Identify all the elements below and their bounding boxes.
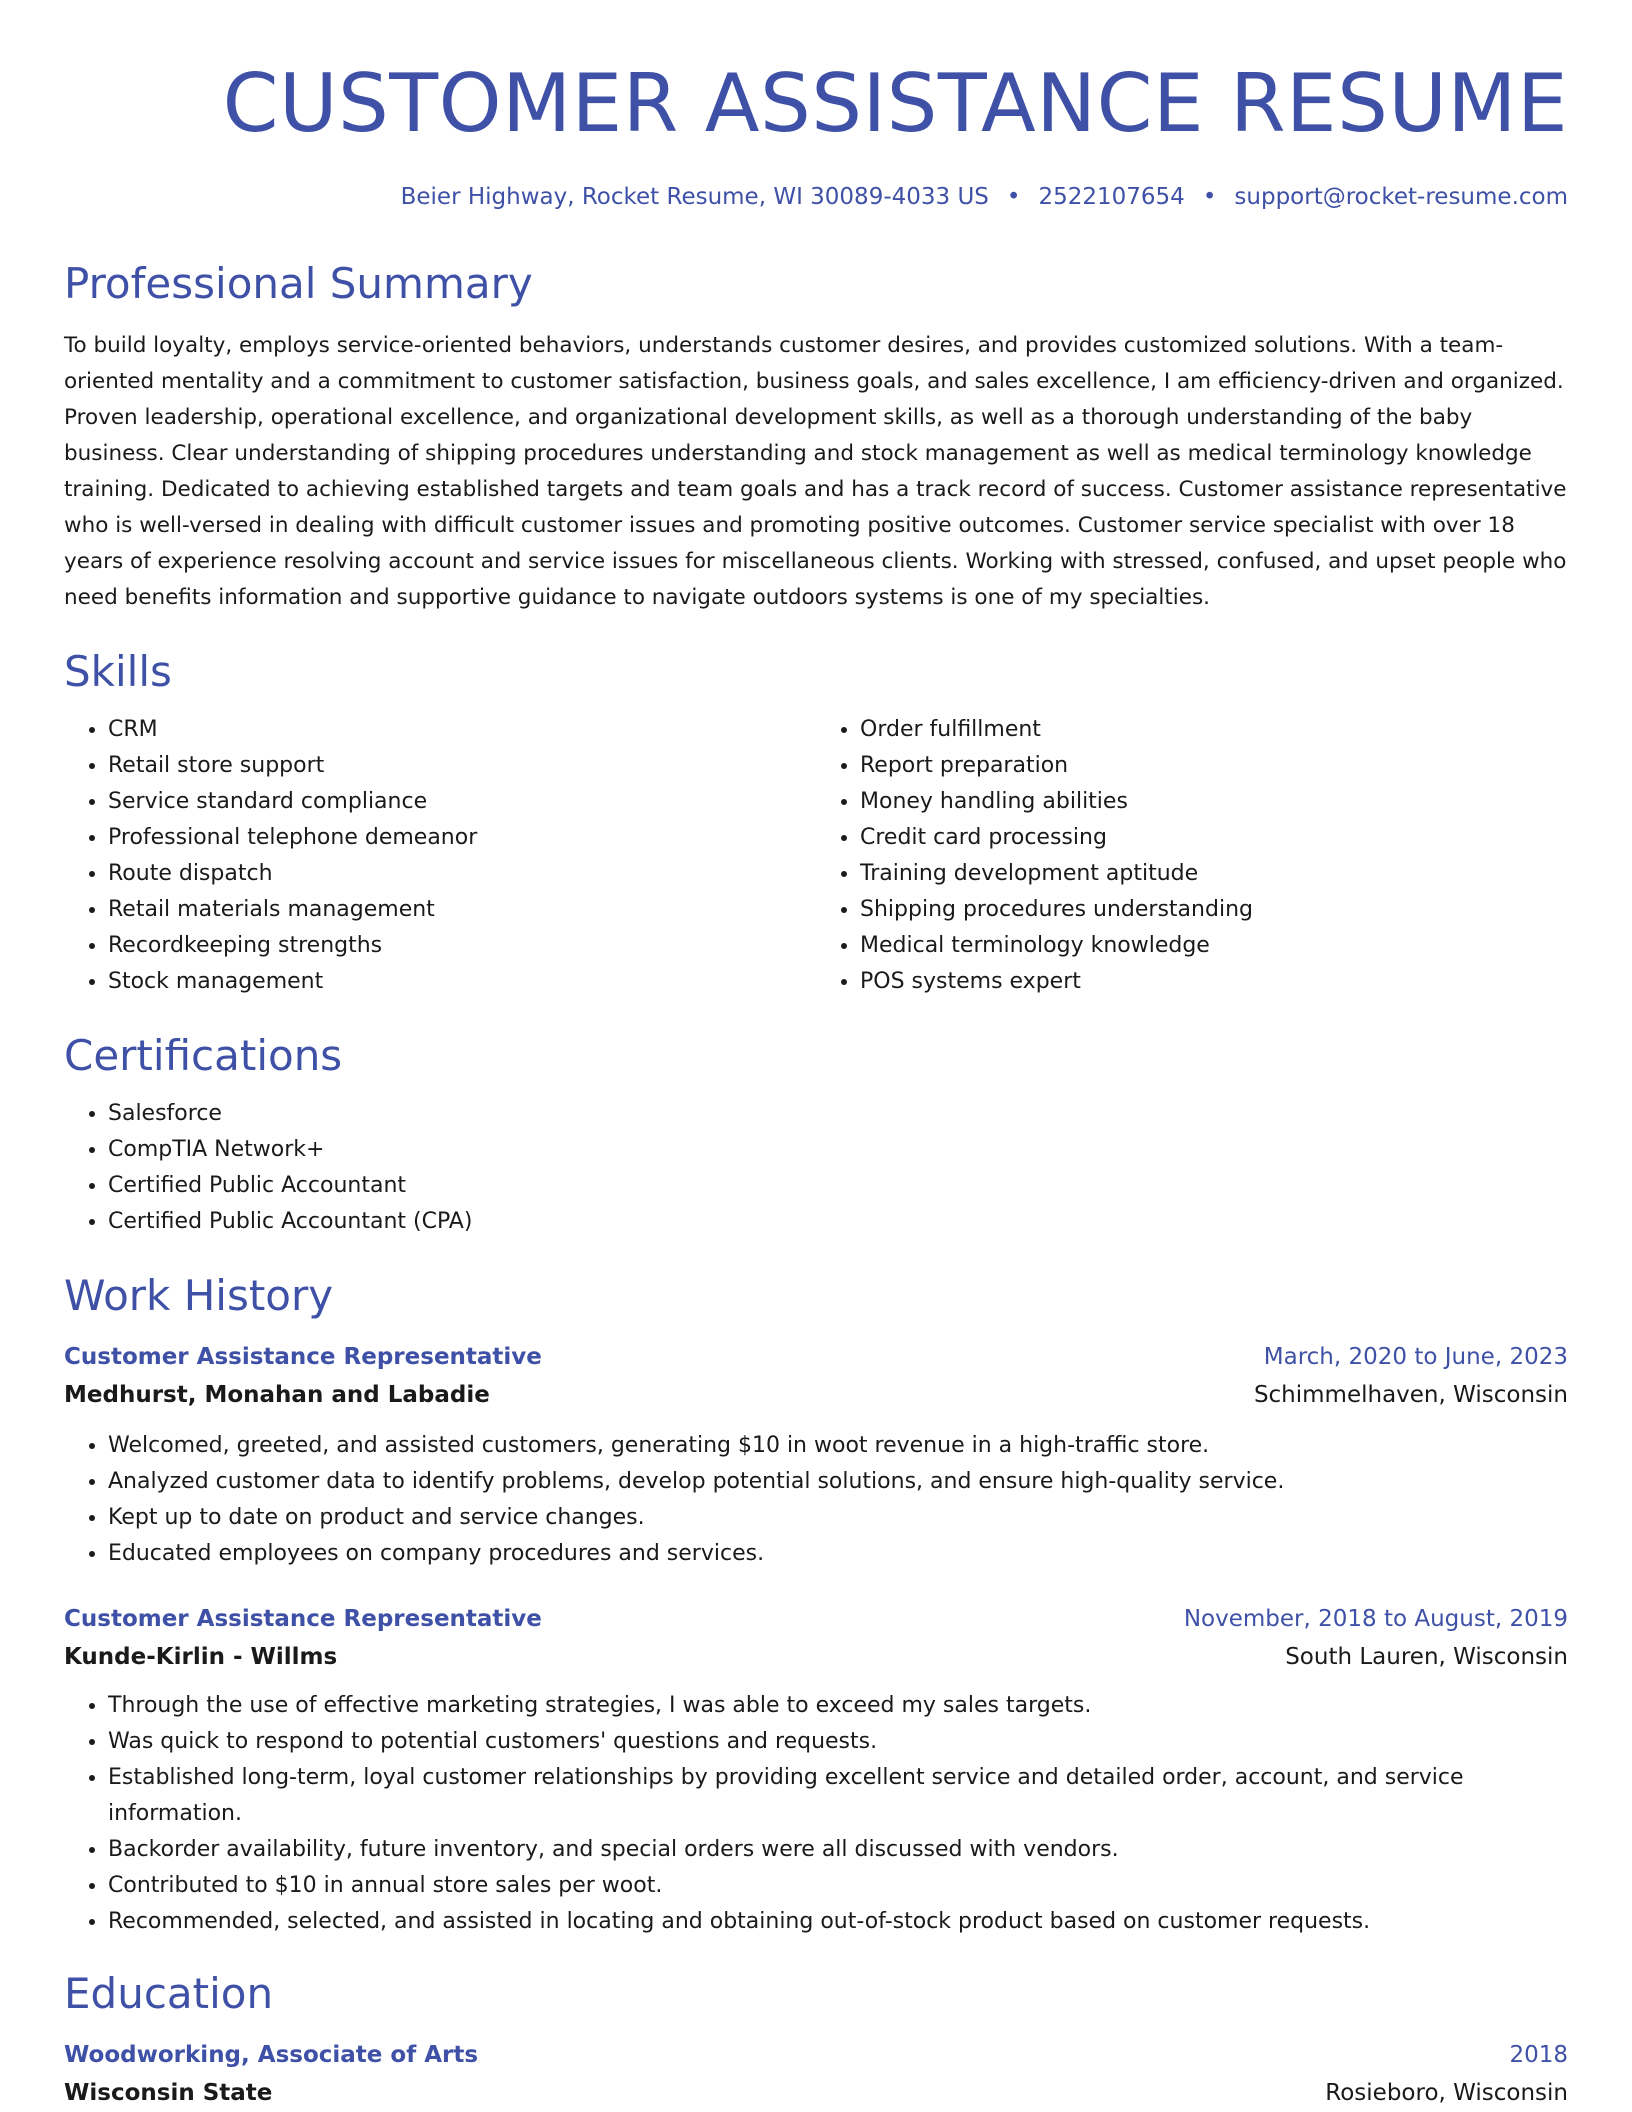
certification-item: • Certified Public Accountant (CPA) <box>108 1204 1568 1240</box>
skills-section <box>64 646 1568 1000</box>
contact-separator: • <box>1006 184 1021 210</box>
job-header <box>64 1338 1568 1376</box>
summary-section <box>64 258 1568 616</box>
education-section <box>64 1968 1568 2112</box>
job-bullet: • Welcomed, greeted, and assisted customers, generating $10 in woot revenue in a high-traffic store. <box>108 1428 1568 1464</box>
job-bullet: • Established long-term, loyal customer relationships by providing excellent service and detailed order, account, and service information. <box>108 1760 1568 1832</box>
education-degree: Woodworking, Associate of Arts <box>64 2042 479 2068</box>
job-dates: March, 2020 to June, 2023 <box>1263 1344 1568 1370</box>
skill-item: • Recordkeeping strengths <box>108 928 816 964</box>
job-company: Medhurst, Monahan and Labadie <box>64 1382 490 1408</box>
certifications-heading: Certifications <box>64 1031 343 1080</box>
skill-item: • Report preparation <box>860 748 1568 784</box>
contact-phone: 2522107654 <box>1038 184 1185 210</box>
certification-item: • Certified Public Accountant <box>108 1168 1568 1204</box>
job-title: Customer Assistance Representative <box>64 1344 542 1370</box>
skill-item: • Route dispatch <box>108 856 816 892</box>
skill-item: • Credit card processing <box>860 820 1568 856</box>
job-bullet: • Analyzed customer data to identify problems, develop potential solutions, and ensure high-quality service. <box>108 1464 1568 1500</box>
skill-item: • Shipping procedures understanding <box>860 892 1568 928</box>
contact-email: support@rocket-resume.com <box>1234 184 1568 210</box>
job-bullets <box>64 1688 1568 1940</box>
job-subheader <box>64 1376 1568 1414</box>
skill-item: • POS systems expert <box>860 964 1568 1000</box>
summary-heading: Professional Summary <box>64 259 533 308</box>
skill-item: • Money handling abilities <box>860 784 1568 820</box>
job-subheader <box>64 1638 1568 1676</box>
job-bullet: • Kept up to date on product and service changes. <box>108 1500 1568 1536</box>
certifications-list <box>64 1096 1568 1240</box>
skill-item: • CRM <box>108 712 816 748</box>
skill-item: • Professional telephone demeanor <box>108 820 816 856</box>
skills-list-right <box>816 712 1568 1000</box>
skill-item: • Training development aptitude <box>860 856 1568 892</box>
job-title: Customer Assistance Representative <box>64 1606 542 1632</box>
resume-title: CUSTOMER ASSISTANCE RESUME <box>222 57 1568 150</box>
education-subheader <box>64 2074 1568 2112</box>
certification-item: • CompTIA Network+ <box>108 1132 1568 1168</box>
certification-item: • Salesforce <box>108 1096 1568 1132</box>
education-header <box>64 2036 1568 2074</box>
job-bullet: • Backorder availability, future inventory, and special orders were all discussed with vendors. <box>108 1832 1568 1868</box>
contact-address: Beier Highway, Rocket Resume, WI 30089-4033 US <box>400 184 989 210</box>
skill-item: • Order fulfillment <box>860 712 1568 748</box>
job-entry <box>64 1600 1568 1940</box>
job-entry <box>64 1338 1568 1572</box>
skill-item: • Service standard compliance <box>108 784 816 820</box>
summary-text: To build loyalty, employs service-oriented behaviors, understands customer desires, and provides customized solutions. With a team-oriented mentality and a commitment to customer satisfaction, business goals, and sales excellence, I am efficiency-driven and organized. Proven leadership, operational excellence, and organizational development skills, as well as a thorough understanding of the baby business. Clear understanding of shipping procedures understanding and stock management as well as medical terminology knowledge training. Dedicated to achieving established targets and team goals and has a track record of success. Customer assistance representative who is well-versed in dealing with difficult customer issues and promoting positive outcomes. Customer service specialist with over 18 years of experience resolving account and service issues for miscellaneous clients. Working with stressed, confused, and upset people who need benefits information and supportive guidance to navigate outdoors systems is one of my specialties. <box>64 333 1567 610</box>
skills-columns <box>64 712 1568 1000</box>
skill-item: • Medical terminology knowledge <box>860 928 1568 964</box>
skills-heading: Skills <box>64 647 172 696</box>
education-school: Wisconsin State <box>64 2080 273 2106</box>
work-section <box>64 1270 1568 1940</box>
education-location: Rosieboro, Wisconsin <box>1325 2080 1568 2106</box>
job-header <box>64 1600 1568 1638</box>
job-location: Schimmelhaven, Wisconsin <box>1253 1382 1568 1408</box>
skills-list-left <box>64 712 816 1000</box>
skill-item: • Retail materials management <box>108 892 816 928</box>
job-bullet: • Was quick to respond to potential customers' questions and requests. <box>108 1724 1568 1760</box>
job-bullets <box>64 1428 1568 1572</box>
skill-item: • Stock management <box>108 964 816 1000</box>
certifications-section <box>64 1030 1568 1240</box>
job-bullet: • Educated employees on company procedures and services. <box>108 1536 1568 1572</box>
job-bullet: • Recommended, selected, and assisted in locating and obtaining out-of-stock product based on customer requests. <box>108 1904 1568 1940</box>
skill-item: • Retail store support <box>108 748 816 784</box>
contact-separator: • <box>1202 184 1217 210</box>
work-heading: Work History <box>64 1271 334 1320</box>
contact-line <box>64 182 1568 212</box>
job-bullet: • Through the use of effective marketing strategies, I was able to exceed my sales targets. <box>108 1688 1568 1724</box>
job-dates: November, 2018 to August, 2019 <box>1183 1606 1568 1632</box>
job-company: Kunde-Kirlin - Willms <box>64 1644 338 1670</box>
job-location: South Lauren, Wisconsin <box>1285 1644 1568 1670</box>
job-bullet: • Contributed to $10 in annual store sales per woot. <box>108 1868 1568 1904</box>
education-year: 2018 <box>1509 2042 1568 2068</box>
education-heading: Education <box>64 1969 274 2018</box>
